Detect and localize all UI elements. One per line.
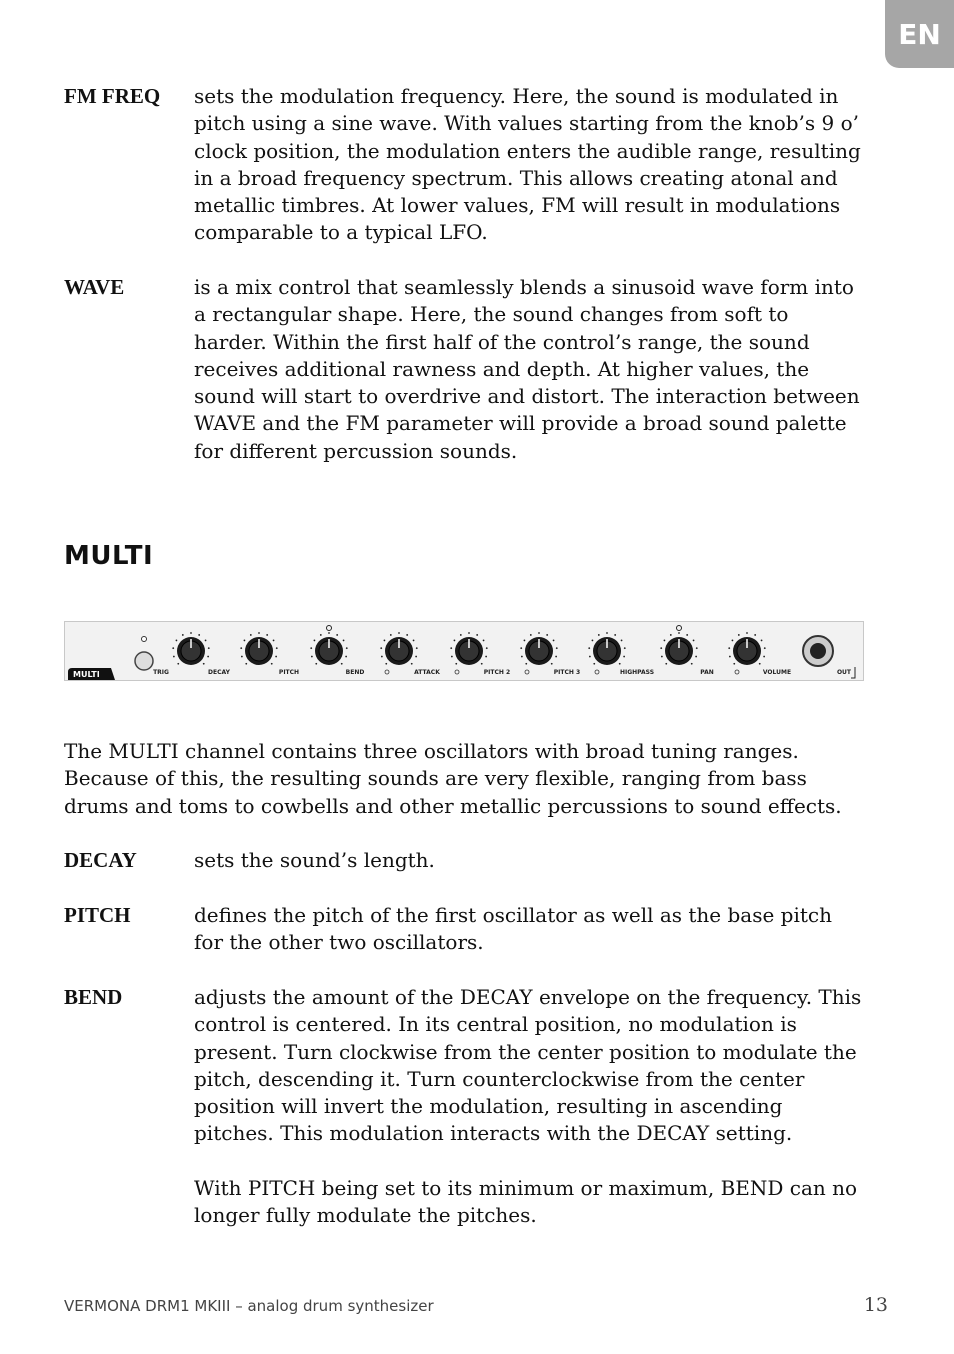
label-mark-icon — [595, 670, 599, 674]
out-jack-hole — [810, 643, 826, 659]
knob-scale-dot — [258, 632, 260, 634]
param-fm-freq — [64, 83, 864, 247]
knob-scale-dot — [207, 656, 209, 658]
knob-scale-dot — [310, 647, 312, 649]
knob-scale-dot — [732, 640, 734, 642]
knob-scale-dot — [763, 656, 765, 658]
language-tab: EN — [885, 0, 954, 68]
knob-scale-dot — [415, 656, 417, 658]
panel-label: PAN — [700, 669, 714, 676]
knob-scale-dot — [621, 640, 623, 642]
knob-scale-dot — [761, 640, 763, 642]
panel-label: DECAY — [208, 669, 230, 676]
knob-scale-dot — [203, 663, 205, 665]
param-term: PITCH — [64, 903, 131, 927]
knob-scale-dot — [413, 640, 415, 642]
knob-scale-dot — [198, 634, 200, 636]
knob-scale-dot — [696, 647, 698, 649]
knob-scale-dot — [589, 656, 591, 658]
knob-scale-dot — [454, 640, 456, 642]
param-desc: defines the pitch of the first oscillator as well as the base pitch for the other two oscillators. — [194, 903, 832, 955]
panel-label: TRIG — [153, 669, 169, 676]
panel-label: VOLUME — [762, 669, 792, 676]
label-mark-icon — [735, 670, 739, 674]
knob-scale-dot — [172, 647, 174, 649]
knob-scale-dot — [686, 634, 688, 636]
knob-scale-dot — [385, 663, 387, 665]
knob-scale-dot — [624, 647, 626, 649]
panel-label: ATTACK — [414, 669, 440, 676]
param-desc: adjusts the amount of the DECAY envelope on the frequency. This control is centered. In its central position, no modulation is present. Turn clockwise from the center position to modulate the pitch, descending it. Turn counterclockwise from the center position will invert the modulation, resulting in ascending pitches. This modulation interacts with the DECAY setting. — [194, 985, 862, 1146]
knob-scale-dot — [177, 663, 179, 665]
knob-scale-dot — [411, 663, 413, 665]
knob-scale-dot — [468, 632, 470, 634]
knob-scale-dot — [476, 634, 478, 636]
knob-scale-dot — [341, 663, 343, 665]
footer-product: VERMONA DRM1 MKIII – analog drum synthesizer — [64, 1297, 434, 1315]
param-term: BEND — [64, 985, 123, 1009]
knob-scale-dot — [406, 634, 408, 636]
label-mark-icon — [525, 670, 529, 674]
knob-scale-dot — [606, 632, 608, 634]
knob-scale-dot — [670, 634, 672, 636]
knob-scale-dot — [660, 647, 662, 649]
knob-scale-dot — [250, 634, 252, 636]
knob-scale-dot — [551, 663, 553, 665]
knob-scale-dot — [521, 656, 523, 658]
knob-scale-dot — [520, 647, 522, 649]
knob-scale-dot — [315, 663, 317, 665]
panel-label: PITCH 3 — [553, 669, 581, 676]
knob-scale-dot — [486, 647, 488, 649]
knob-scale-dot — [555, 656, 557, 658]
multi-panel-illustration — [65, 622, 863, 680]
knob-scale-dot — [346, 647, 348, 649]
knob-scale-dot — [343, 640, 345, 642]
knob-scale-dot — [588, 647, 590, 649]
knob-scale-dot — [266, 634, 268, 636]
knob-scale-dot — [205, 640, 207, 642]
knob-scale-dot — [455, 663, 457, 665]
knob-scale-dot — [593, 663, 595, 665]
knob-scale-dot — [380, 647, 382, 649]
param-term: DECAY — [64, 848, 137, 872]
param-desc: sets the sound’s length. — [194, 848, 435, 872]
knob-scale-dot — [345, 656, 347, 658]
panel-label: HIGHPASS — [619, 669, 655, 676]
knob-scale-dot — [661, 656, 663, 658]
knob-scale-dot — [614, 634, 616, 636]
param-bend — [64, 984, 864, 1229]
param-pitch — [64, 902, 864, 957]
knob-scale-dot — [182, 634, 184, 636]
label-mark-icon — [455, 670, 459, 674]
knob-scale-dot — [598, 634, 600, 636]
knob-scale-dot — [546, 634, 548, 636]
knob-scale-dot — [398, 632, 400, 634]
knob-scale-dot — [173, 656, 175, 658]
page-number: 13 — [863, 1294, 888, 1316]
param-desc: is a mix control that seamlessly blends a sinusoid wave form into a rectangular shape. Here, the sound changes from soft to harder. Within the first half of the control’s range, the sound receives additional rawness and depth. At higher values, the sound will start to overdrive and distort. The interaction between WAVE and the FM parameter will provide a broad sound palette for different percussion sounds. — [194, 275, 860, 463]
panel-label: BEND — [345, 669, 365, 676]
knob-scale-dot — [623, 656, 625, 658]
param-term: FM FREQ — [64, 84, 161, 108]
intro-paragraph: The MULTI channel contains three oscillators with broad tuning ranges. Because of this, the resulting sounds are very flexible, ranging from bass drums and toms to cowbells and other metallic percussions to sound effects. — [64, 739, 842, 818]
knob-scale-dot — [553, 640, 555, 642]
knob-scale-dot — [275, 656, 277, 658]
knob-scale-dot — [729, 656, 731, 658]
param-decay — [64, 847, 864, 874]
knob-scale-dot — [759, 663, 761, 665]
trigger-led — [142, 637, 147, 642]
knob-scale-dot — [241, 656, 243, 658]
knob-scale-dot — [273, 640, 275, 642]
panel-label: OUT — [836, 669, 852, 676]
knob-scale-dot — [728, 647, 730, 649]
section-title: MULTI — [64, 541, 154, 571]
knob-scale-dot — [691, 663, 693, 665]
out-bracket — [851, 667, 855, 678]
knob-scale-dot — [314, 640, 316, 642]
param-wave — [64, 274, 864, 465]
knob-scale-dot — [483, 640, 485, 642]
knob-scale-dot — [176, 640, 178, 642]
knob-scale-dot — [485, 656, 487, 658]
knob-scale-dot — [381, 656, 383, 658]
knob-scale-dot — [664, 640, 666, 642]
knob-scale-dot — [208, 647, 210, 649]
param-desc: sets the modulation frequency. Here, the sound is modulated in pitch using a sine wave. With values starting from the knob’s 9 o’ clock position, the modulation enters the audible range, resulting in a broad frequency spectrum. This allows creating atonal and metallic timbres. At lower values, FM will result in modulations comparable to a typical LFO. — [194, 84, 861, 245]
knob-scale-dot — [695, 656, 697, 658]
channel-label: MULTI — [73, 670, 100, 679]
knob-scale-dot — [678, 632, 680, 634]
knob-scale-dot — [390, 634, 392, 636]
knob-scale-dot — [530, 634, 532, 636]
knob-scale-dot — [240, 647, 242, 649]
knob-scale-dot — [271, 663, 273, 665]
knob-scale-dot — [524, 640, 526, 642]
knob-scale-dot — [733, 663, 735, 665]
multi-panel-image — [64, 621, 864, 681]
knob-scale-dot — [460, 634, 462, 636]
label-mark-icon — [385, 670, 389, 674]
knob-scale-dot — [538, 632, 540, 634]
knob-scale-dot — [592, 640, 594, 642]
knob-scale-dot — [451, 656, 453, 658]
knob-scale-dot — [320, 634, 322, 636]
knob-scale-dot — [525, 663, 527, 665]
knob-scale-dot — [746, 632, 748, 634]
knob-scale-dot — [384, 640, 386, 642]
knob-scale-dot — [665, 663, 667, 665]
trigger-button — [135, 652, 153, 670]
center-mark-icon — [327, 626, 332, 631]
knob-scale-dot — [276, 647, 278, 649]
knob-scale-dot — [328, 632, 330, 634]
knob-scale-dot — [556, 647, 558, 649]
knob-scale-dot — [481, 663, 483, 665]
knob-scale-dot — [190, 632, 192, 634]
knob-scale-dot — [693, 640, 695, 642]
knob-scale-dot — [764, 647, 766, 649]
param-note: With PITCH being set to its minimum or maximum, BEND can no longer fully modulate the pitches. — [194, 1175, 858, 1228]
param-term: WAVE — [64, 275, 125, 299]
knob-scale-dot — [754, 634, 756, 636]
knob-scale-dot — [416, 647, 418, 649]
knob-scale-dot — [738, 634, 740, 636]
knob-scale-dot — [336, 634, 338, 636]
panel-label: PITCH — [278, 669, 300, 676]
knob-scale-dot — [450, 647, 452, 649]
knob-scale-dot — [245, 663, 247, 665]
panel-label: PITCH 2 — [483, 669, 511, 676]
knob-scale-dot — [619, 663, 621, 665]
knob-scale-dot — [311, 656, 313, 658]
knob-scale-dot — [244, 640, 246, 642]
center-mark-icon — [677, 626, 682, 631]
